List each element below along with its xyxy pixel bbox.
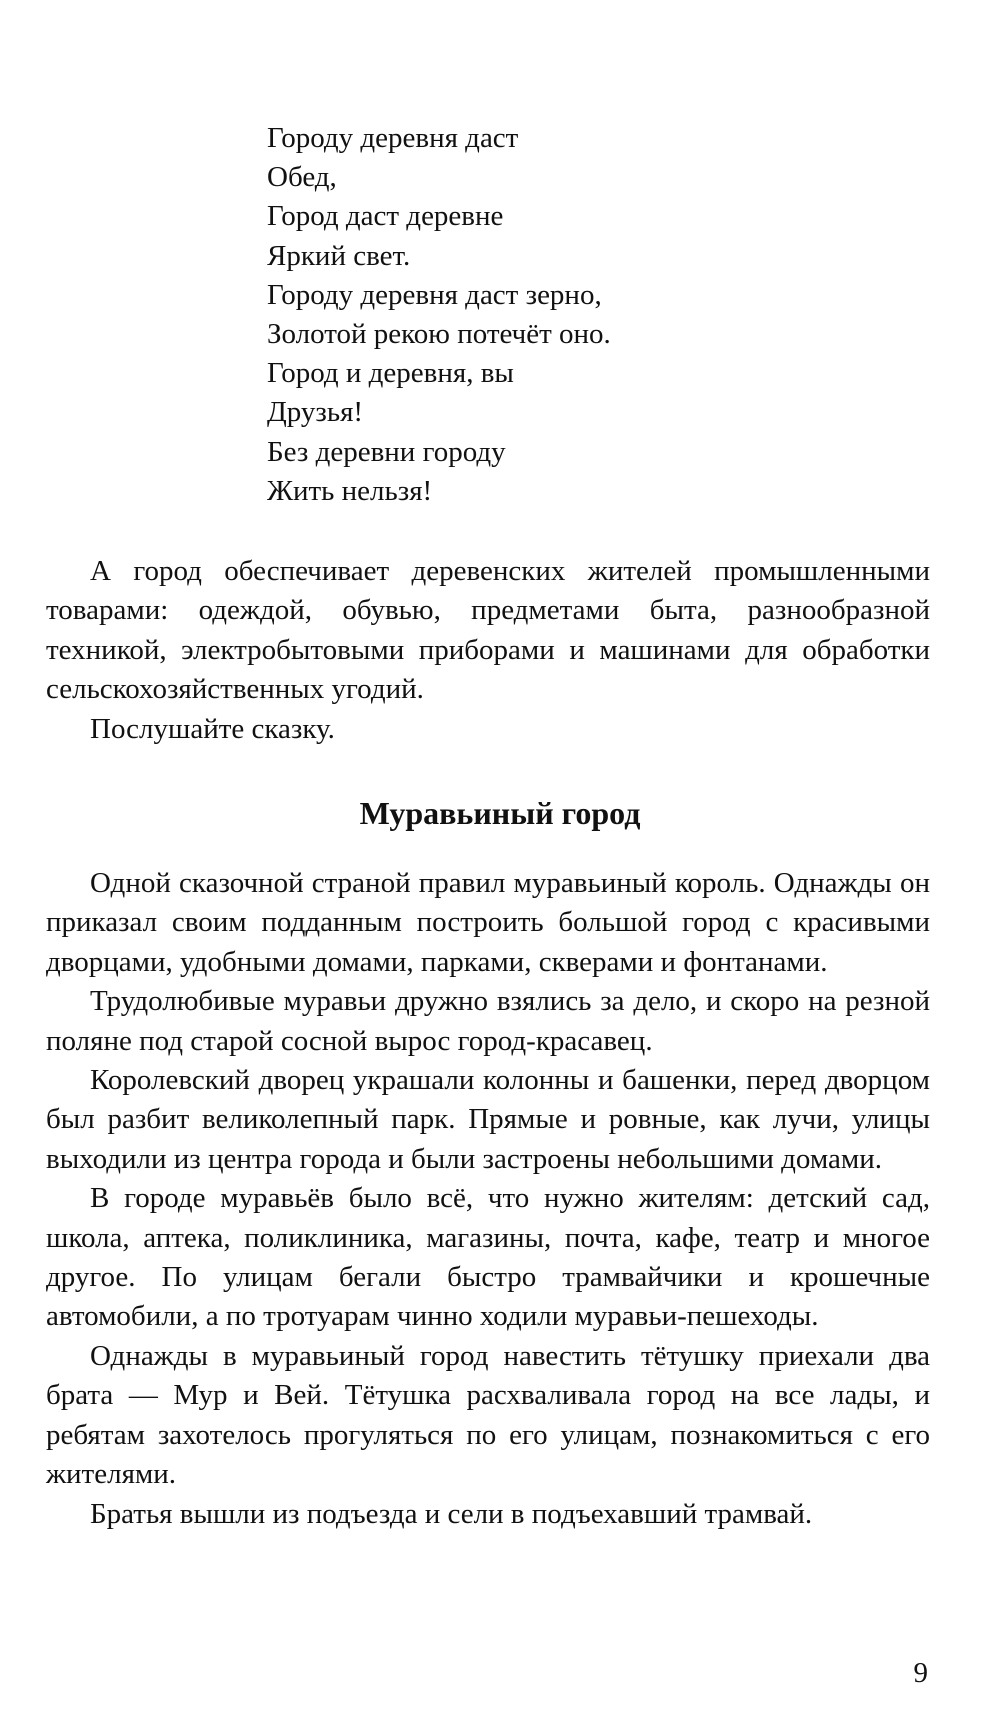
poem-line: Городу деревня даст bbox=[267, 122, 519, 154]
poem-line: Город даст деревне bbox=[267, 200, 504, 233]
intro-text bbox=[46, 552, 930, 749]
paragraph: В городе муравьёв было всё, что нужно жителям: детский сад, школа, аптека, поликлиника, магазины, почта, кафе, театр и многое другое. По улицам бегали быстро трамвайчики и крошечные автомобили, а по тротуарам чинно ходили муравьи-пешеходы. bbox=[46, 1182, 930, 1333]
paragraph: Трудолюбивые муравьи дружно взялись за дело, и скоро на резной поляне под старой сосной вырос город-красавец. bbox=[46, 985, 930, 1057]
paragraph: Послушайте сказку. bbox=[90, 712, 335, 745]
paragraph: А город обеспечивает деревенских жителей промышленными товарами: одеждой, обувью, предметами быта, разнообразной техникой, электробытовыми приборами и машинами для обработки сельскохозяйственных угодий. bbox=[46, 555, 930, 706]
poem bbox=[267, 119, 611, 511]
poem-line: Золотой рекою потечёт оно. bbox=[267, 318, 611, 351]
page-number: 9 bbox=[913, 1657, 928, 1689]
paragraph: Королевский дворец украшали колонны и башенки, перед дворцом был разбит великолепный парк. Прямые и ровные, как лучи, улицы выходили из центра города и были застроены небольшими домами. bbox=[46, 1064, 930, 1175]
poem-line: Обед, bbox=[267, 161, 337, 194]
story-title: Муравьиный город bbox=[359, 795, 641, 831]
story-text bbox=[46, 864, 930, 1534]
poem-line: Без деревни городу bbox=[267, 435, 506, 468]
paragraph: Братья вышли из подъезда и сели в подъехавший трамвай. bbox=[90, 1497, 813, 1530]
paragraph: Однажды в муравьиный город навестить тётушку приехали два брата — Мур и Вей. Тётушка расхваливала город на все лады, и ребятам захотелось прогуляться по его улицам, познакомиться с его жителями. bbox=[46, 1339, 930, 1491]
poem-line: Город и деревня, вы bbox=[267, 357, 514, 390]
poem-line: Друзья! bbox=[267, 396, 364, 429]
poem-line: Жить нельзя! bbox=[267, 474, 433, 507]
paragraph: Одной сказочной страной правил муравьиный король. Однажды он приказал своим подданным построить большой город с красивыми дворцами, удобными домами, парками, скверами и фонтанами. bbox=[46, 867, 930, 978]
poem-line: Яркий свет. bbox=[267, 239, 411, 272]
poem-line: Городу деревня даст зерно, bbox=[267, 278, 602, 311]
